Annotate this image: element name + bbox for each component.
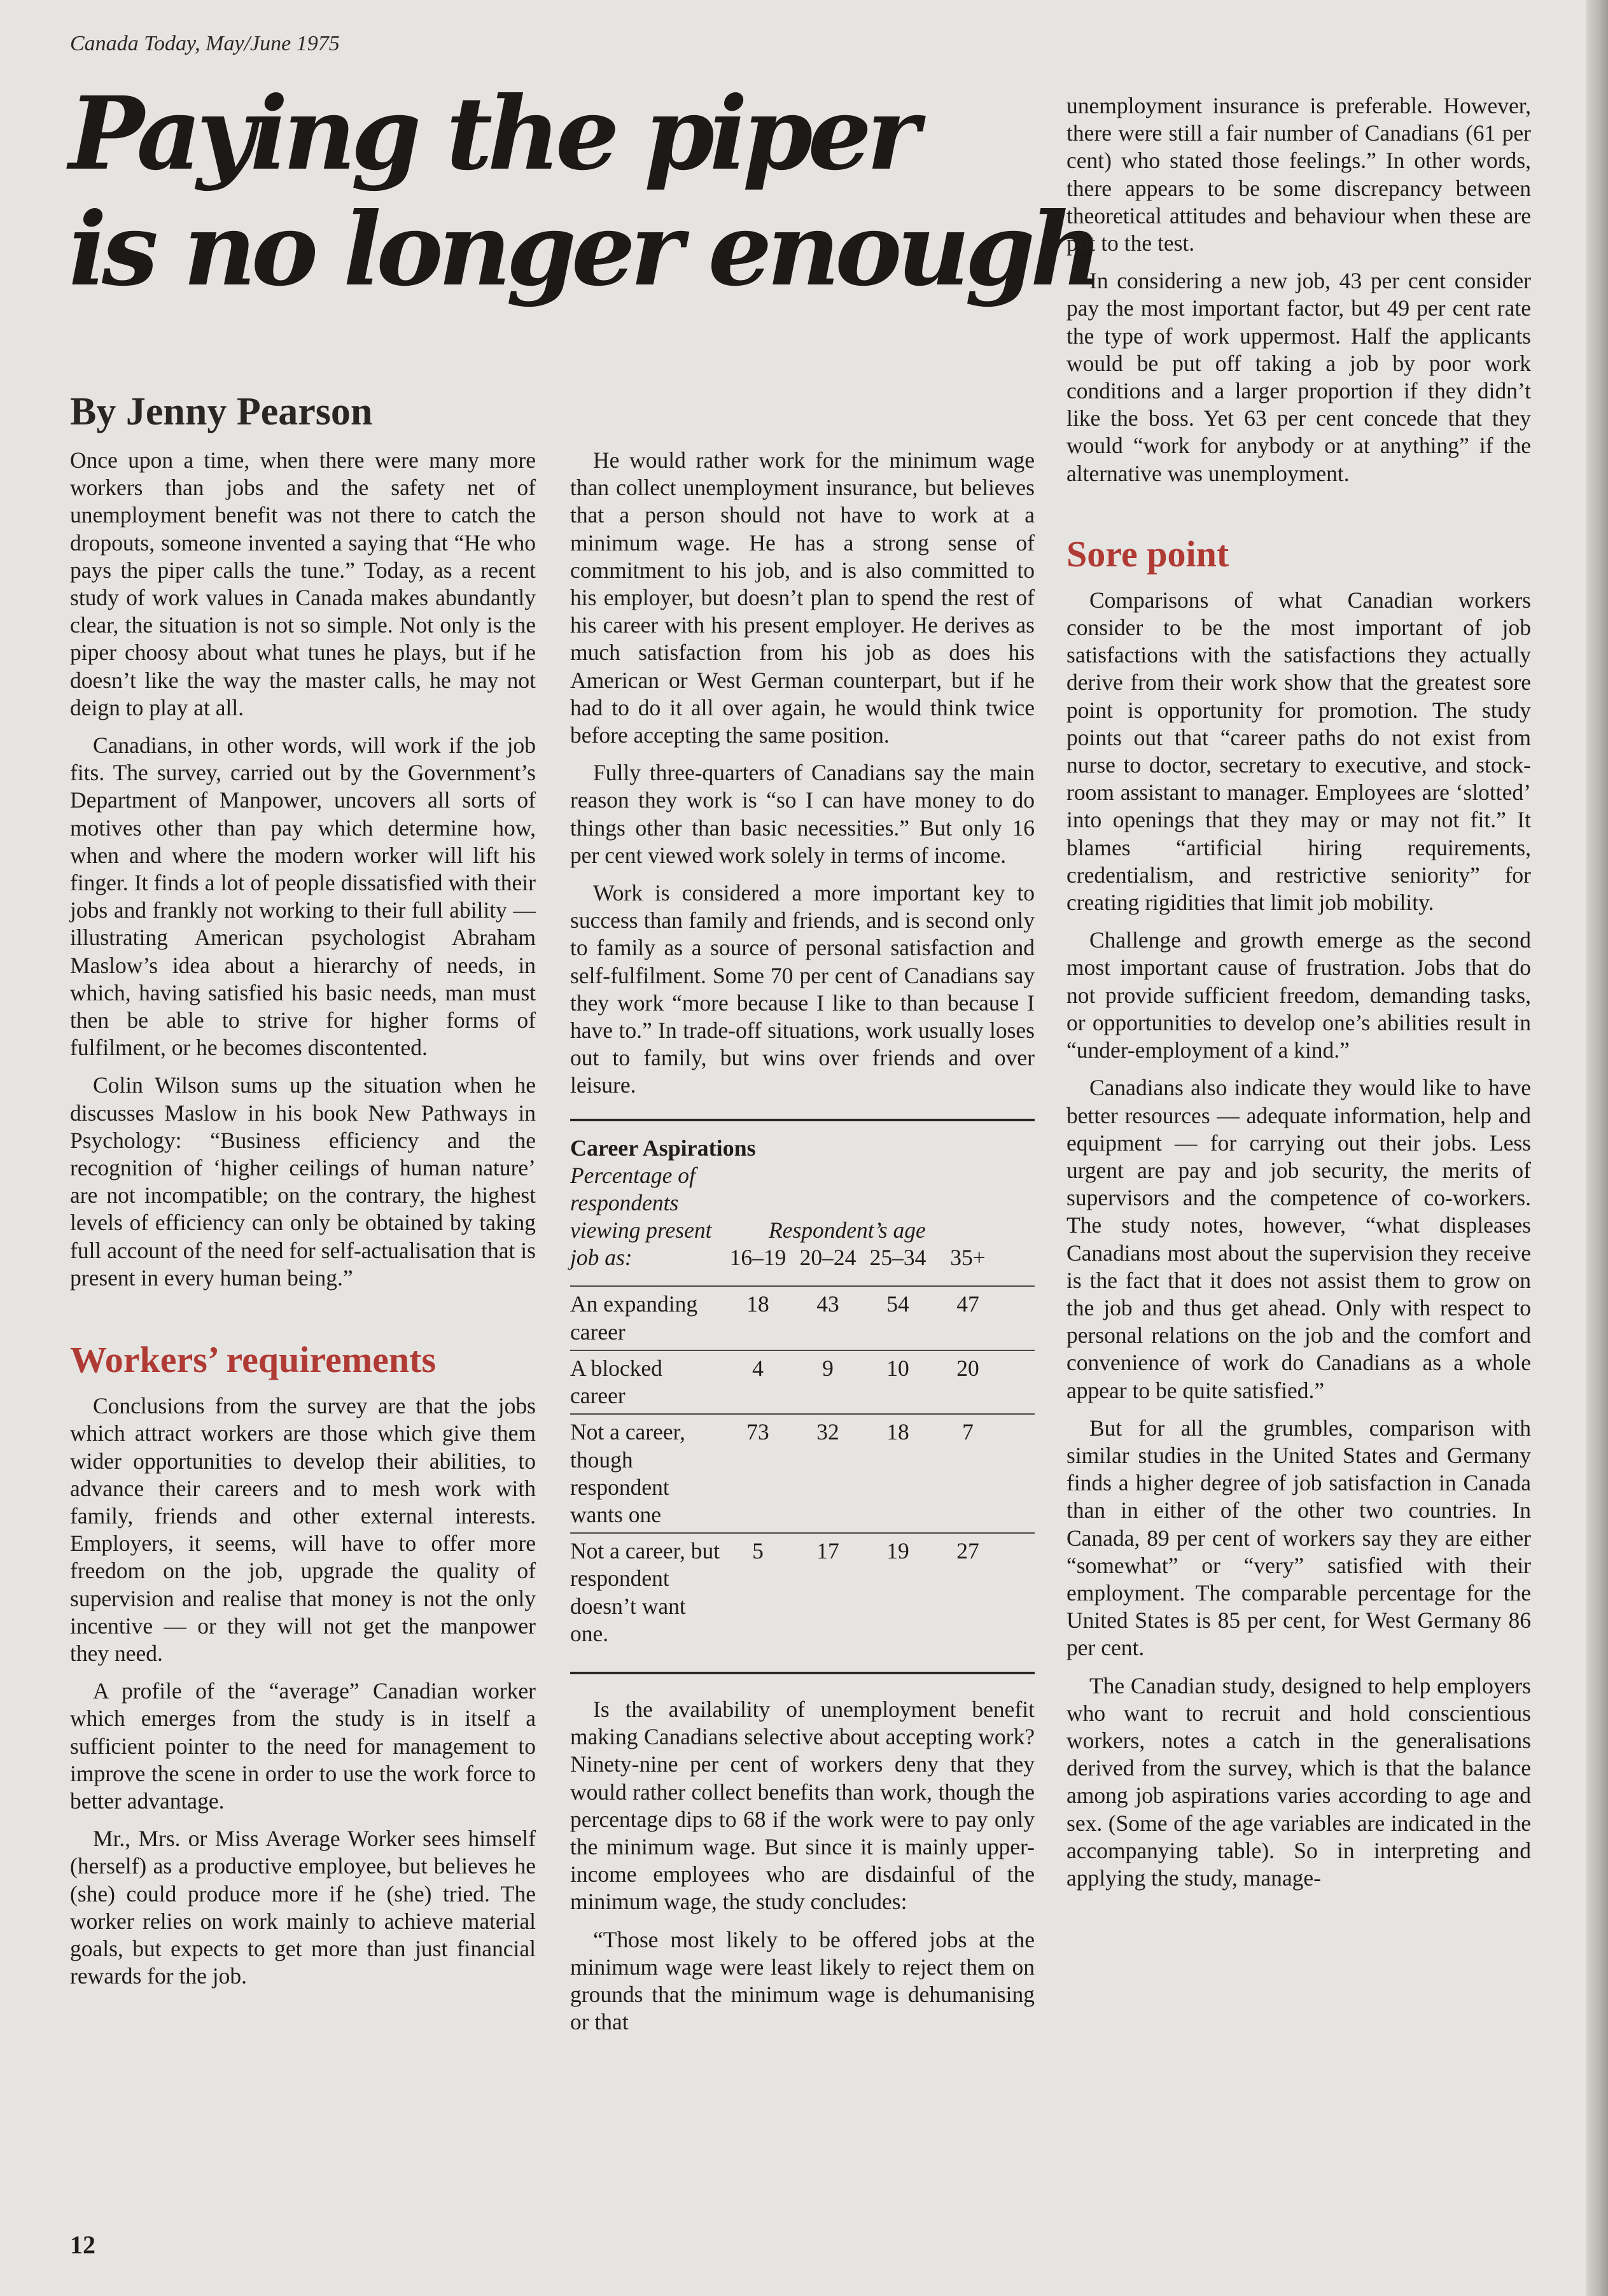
page-number: 12 xyxy=(70,2230,95,2259)
table-header xyxy=(570,1162,1035,1272)
paragraph: Work is considered a more important key to success than family and friends, and is second only to family as a source of personal satisfaction and self-fulfilment. Some 70 per cent of Canadians say they work “more because I like to than because I have to.” In trade-off situations, work usually loses out to family, but wins over friends and over leisure. xyxy=(570,880,1035,1098)
age-group: 35+ xyxy=(950,1245,986,1271)
cell: 27 xyxy=(956,1538,979,1564)
cell: 54 xyxy=(886,1291,909,1317)
paragraph: Comparisons of what Canadian workers consider to be the most important of job satisfactions with the satisfactions they actually derive from their work show that the greatest sore point is opportunity for promotion. The study points out that “career paths do not exist from nurse to doctor, secretary to executive, and stock-room assistant to manager. Employees are ‘slotted’ into openings that they may or may not fit.” It blames “artificial hiring requirements, credentialism, and restrictive seniority” for creating rigidities that limit job mobility. xyxy=(1066,587,1531,916)
subhead-sore-point: Sore point xyxy=(1066,533,1229,575)
age-groups xyxy=(723,1244,1035,1271)
cell: 10 xyxy=(886,1355,909,1381)
cell: 4 xyxy=(752,1355,764,1381)
cell: 18 xyxy=(746,1291,769,1317)
table-row xyxy=(570,1350,1035,1413)
column-1 xyxy=(70,447,536,2000)
cell: 32 xyxy=(816,1419,839,1445)
cell: 5 xyxy=(752,1538,764,1564)
headline xyxy=(69,75,1098,309)
paragraph: unemployment insurance is preferable. However, there were still a fair number of Canadians (61 per cent) who stated those feelings.” In other words, there appears to be some discrepancy between theoretical attitudes and behaviour when these are put to the test. xyxy=(1066,93,1531,256)
paragraph: But for all the grumbles, comparison with similar studies in the United States and Germany finds a higher degree of job satisfaction in Canada than in either of the other two countries. In Canada, 89 per cent of workers say they are either “somewhat” or “very” satisfied with their employment. The comparable percentage for the United States is 85 per cent, for West Germany 86 per cent. xyxy=(1066,1415,1531,1661)
paragraph: Challenge and growth emerge as the second most important cause of frustration. Jobs that do not provide sufficient freedom, demanding tasks, or opportunities to develop one’s abilities result in “under-employment of a kind.” xyxy=(1066,927,1531,1063)
headline-line-1: Paying the piper xyxy=(69,75,915,193)
cell: 43 xyxy=(816,1291,839,1317)
cell: 9 xyxy=(822,1355,834,1381)
paragraph: Conclusions from the survey are that the jobs which attract workers are those which give them wider opportunities to develop their abilities, to advance their careers and to mesh work with family, friends and other external interests. Employers, it seems, will have to offer more freedom on the job, upgrade the quality of supervision and realise that money is not the only incentive — or they will not get the manpower they need. xyxy=(70,1393,536,1666)
paragraph: He would rather work for the minimum wage than collect unemployment insurance, but believes that a person should not have to work at a minimum wage. He has a strong sense of commitment to his job, and is also committed to his employer, but doesn’t plan to spend the rest of his career with his present employer. He derives as much satisfaction from his job as does his American or West German counterpart, but if he had to do it all over again, he would think twice before accepting the same position. xyxy=(570,447,1035,748)
cell: 19 xyxy=(886,1538,909,1564)
cell: 20 xyxy=(956,1355,979,1381)
masthead: Canada Today, May/June 1975 xyxy=(70,32,340,55)
row-label: An expanding career xyxy=(570,1291,698,1345)
column-2 xyxy=(570,447,1035,2046)
row-label: Not a career, though respondent wants one xyxy=(570,1419,685,1527)
cell: 18 xyxy=(886,1419,909,1445)
byline: By Jenny Pearson xyxy=(70,390,373,433)
table-title: Career Aspirations xyxy=(570,1135,756,1161)
table-row xyxy=(570,1532,1035,1651)
cell: 17 xyxy=(816,1538,839,1564)
career-aspirations-table xyxy=(570,1119,1035,1674)
table-left-header: Percentage of respondents viewing present job as: xyxy=(570,1162,712,1271)
paragraph: Colin Wilson sums up the situation when he discusses Maslow in his book New Pathways in Psychology: “Business efficiency and the recognition of ‘higher ceilings of human nature’ are not incompatible; on the contrary, the highest levels of efficiency can only be obtained by taking full account of the need for self-actualisation that is present in every human being.” xyxy=(70,1072,536,1291)
paragraph: Fully three-quarters of Canadians say the main reason they work is “so I can have money to do things other than basic necessities.” But only 16 per cent viewed work solely in terms of income. xyxy=(570,760,1035,868)
paragraph: Canadians, in other words, will work if the job fits. The survey, carried out by the Government’s Department of Manpower, uncovers all sorts of motives other than pay which determine how, when and where the modern worker will lift his finger. It finds a lot of people dissatisfied with their jobs and frankly not working to their full ability — illustrating American psychologist Abraham Maslow’s idea about a hierarchy of needs, in which, having satisfied his basic needs, man must then be able to strive for higher forms of fulfilment, or he becomes discontented. xyxy=(70,732,536,1061)
age-group: 25–34 xyxy=(869,1245,926,1271)
paragraph: Once upon a time, when there were many more workers than jobs and the safety net of unemployment benefit was not there to catch the dropouts, someone invented a saying that “He who pays the piper calls the tune.” Today, as a recent study of work values in Canada makes abundantly clear, the situation is not so simple. Not only is the piper choosy about what tunes he plays, but if he doesn’t like the way the master calls, he may not deign to play at all. xyxy=(70,447,536,720)
cell: 73 xyxy=(746,1419,769,1445)
cell: 47 xyxy=(956,1291,979,1317)
age-group: 16–19 xyxy=(729,1245,787,1271)
subhead-workers-requirements: Workers’ requirements xyxy=(70,1339,437,1381)
age-header: Respondent’s age xyxy=(769,1217,926,1243)
cell: 7 xyxy=(962,1419,974,1445)
paragraph: Mr., Mrs. or Miss Average Worker sees himself (herself) as a productive employee, but believes he (she) could produce more if he (she) tried. The worker relies on work mainly to achieve material goals, but expects to get more than just financial rewards for the job. xyxy=(70,1826,536,1989)
paragraph: A profile of the “average” Canadian worker which emerges from the study is in itself a sufficient pointer to the need for management to improve the scene in order to use the work force to better advantage. xyxy=(70,1678,536,1814)
row-label: Not a career, but respondent doesn’t want one. xyxy=(570,1538,720,1646)
table-row xyxy=(570,1413,1035,1532)
age-group: 20–24 xyxy=(799,1245,856,1271)
table-row xyxy=(570,1285,1035,1349)
paragraph: Is the availability of unemployment benefit making Canadians selective about accepting work? Ninety-nine per cent of workers deny that they would rather collect benefits than work, though the percentage dips to 68 if the work were to pay only the minimum wage. But since it is mainly upper-income employees who are disdainful of the minimum wage, the study concludes: xyxy=(570,1696,1035,1915)
row-label: A blocked career xyxy=(570,1355,662,1409)
paragraph: The Canadian study, designed to help employers who want to recruit and hold conscientious workers, notes a catch in the generalisations derived from the survey, which is that the balance among job aspirations varies according to age and sex. (Some of the age variables are indicated in the accompanying table). So in interpreting and applying the study, manage- xyxy=(1066,1672,1531,1891)
column-3 xyxy=(1066,92,1531,1902)
headline-line-2: is no longer enough xyxy=(69,191,1098,309)
paragraph: Canadians also indicate they would like to have better resources — adequate information, help and equipment — for carrying out their jobs. Less urgent are pay and job security, the merits of supervisors and the competence of co-workers. The study notes, however, “what displeases Canadians most about the supervision they receive is the fact that it does not assist them to grow on the job and thus get ahead. Only with respect to personal relations on the job and the comfort and convenience of work do Canadians as a whole appear to be quite satisfied.” xyxy=(1066,1075,1531,1403)
page-edge xyxy=(1586,0,1608,2296)
paragraph: “Those most likely to be offered jobs at the minimum wage were least likely to reject them on grounds that the minimum wage is dehumanising or that xyxy=(570,1926,1035,2035)
paragraph: In considering a new job, 43 per cent consider pay the most important factor, but 49 per cent rate the type of work uppermost. Half the applicants would be put off taking a job by poor work conditions and a larger proportion if they didn’t like the boss. Yet 63 per cent concede that they would “work for anybody or at anything” if the alternative was unemployment. xyxy=(1066,268,1531,486)
